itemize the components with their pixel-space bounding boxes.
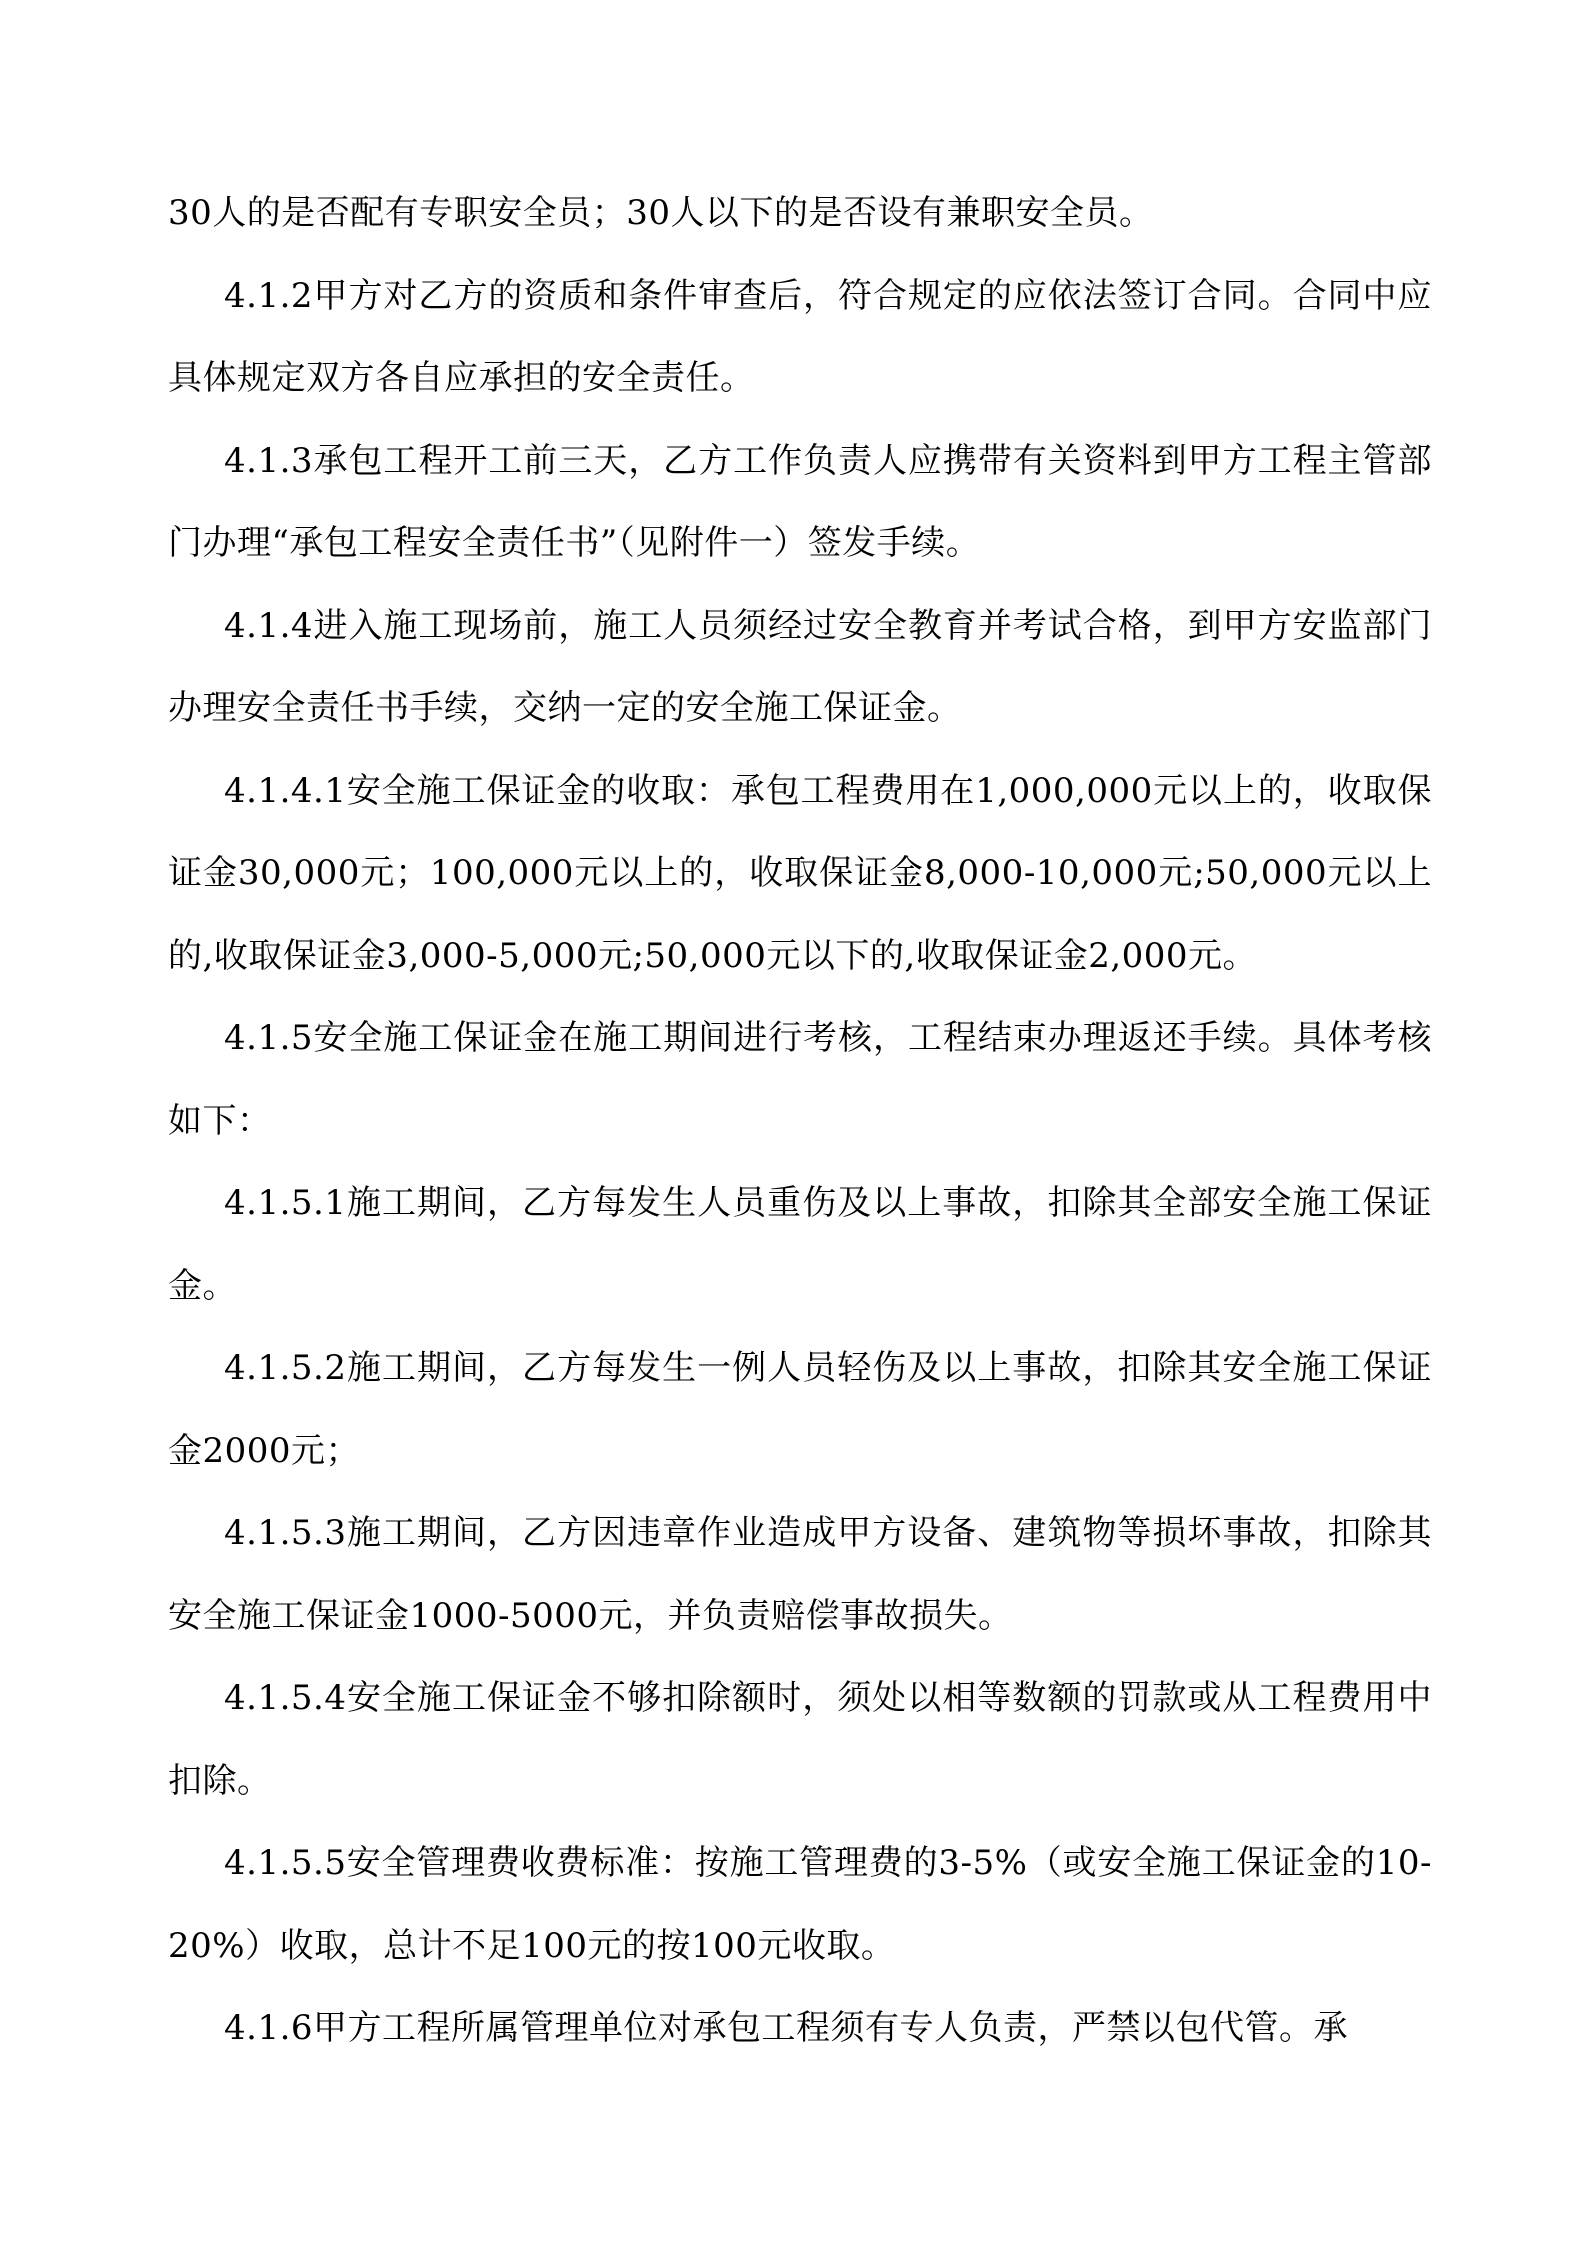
paragraph: 4.1.5.1施工期间，乙方每发生人员重伤及以上事故，扣除其全部安全施工保证金。 [168, 1183, 1432, 1306]
paragraph: 4.1.5.4安全施工保证金不够扣除额时，须处以相等数额的罚款或从工程费用中扣除。 [168, 1678, 1432, 1801]
paragraph: 4.1.5安全施工保证金在施工期间进行考核，工程结束办理返还手续。具体考核如下： [168, 1018, 1432, 1141]
paragraph: 4.1.5.2施工期间，乙方每发生一例人员轻伤及以上事故，扣除其安全施工保证金2000元； [168, 1348, 1432, 1471]
paragraph: 4.1.2甲方对乙方的资质和条件审查后，符合规定的应依法签订合同。合同中应具体规定双方各自应承担的安全责任。 [168, 275, 1432, 398]
paragraph: 4.1.5.3施工期间，乙方因违章作业造成甲方设备、建筑物等损坏事故，扣除其安全施工保证金1000-5000元，并负责赔偿事故损失。 [168, 1513, 1432, 1636]
paragraph: 30人的是否配有专职安全员；30人以下的是否设有兼职安全员。 [168, 193, 1154, 233]
paragraph: 4.1.6甲方工程所属管理单位对承包工程须有专人负责，严禁以包代管。承 [224, 2008, 1349, 2048]
paragraph: 4.1.3承包工程开工前三天，乙方工作负责人应携带有关资料到甲方工程主管部门办理“承包工程安全责任书”（见附件一）签发手续。 [168, 440, 1432, 563]
document-body [168, 172, 1432, 2070]
paragraph: 4.1.4进入施工现场前，施工人员须经过安全教育并考试合格，到甲方安监部门办理安全责任书手续，交纳一定的安全施工保证金。 [168, 605, 1432, 728]
paragraph: 4.1.5.5安全管理费收费标准：按施工管理费的3-5%（或安全施工保证金的10-20%）收取，总计不足100元的按100元收取。 [168, 1843, 1432, 1966]
paragraph: 4.1.4.1安全施工保证金的收取：承包工程费用在1,000,000元以上的，收取保证金30,000元；100,000元以上的，收取保证金8,000-10,000元;50,000元以上的,收取保证金3,000-5,000元;50,000元以下的,收取保证金2,000元。 [168, 770, 1432, 976]
